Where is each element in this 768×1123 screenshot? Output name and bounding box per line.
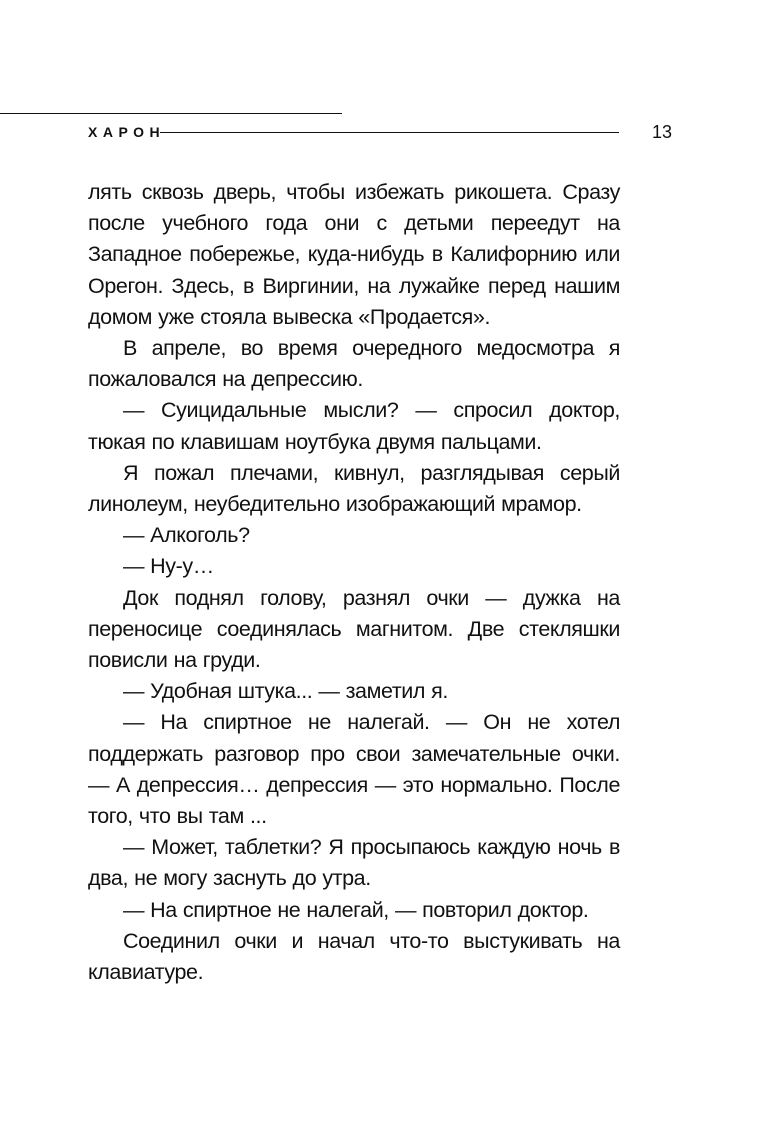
paragraph: — На спиртное не налегай, — повторил доктор. [123,897,589,922]
paragraph: Док поднял голову, разнял очки — дужка на переносице соединялась магнитом. Две стекляшки повисли на груди. [88,585,620,673]
page-number: 13 [652,122,673,142]
body-text [88,177,620,988]
running-title: ХАРОН [88,124,166,140]
paragraph: В апреле, во время очередного медосмотра я пожаловался на депрессию. [88,336,620,392]
paragraph: — Удобная штука... — заметил я. [123,679,448,704]
paragraph: Я пожал плечами, кивнул, разглядывая серый линолеум, неубедительно изображающий мрамор. [88,460,620,517]
paragraph: — Алкоголь? [123,523,250,548]
top-rule [0,113,342,114]
paragraph: — На спиртное не налегай. — Он не хотел поддержать разговор про свои замечательные очки. — А депрессия… депрессия — это нормально. После того, что вы там ... [88,710,620,829]
paragraph: — Может, таблетки? Я просыпаюсь каждую ночь в два, не могу заснуть до утра. [88,835,620,891]
running-head [88,120,678,146]
header-rule [160,132,619,133]
paragraph: Соединил очки и начал что-то выстукивать на клавиатуре. [88,928,620,985]
paragraph: — Ну-у… [123,554,214,579]
paragraph: лять сквозь дверь, чтобы избежать рикошета. Сразу после учебного года они с детьми переедут на Западное побережье, куда-нибудь в Калифорнию или Орегон. Здесь, в Виргинии, на лужайке перед нашим домом уже стояла вывеска «Продается». [88,180,620,329]
paragraph: — Суицидальные мысли? — спросил доктор, тюкая по клавишам ноутбука двумя пальцами. [88,398,620,454]
